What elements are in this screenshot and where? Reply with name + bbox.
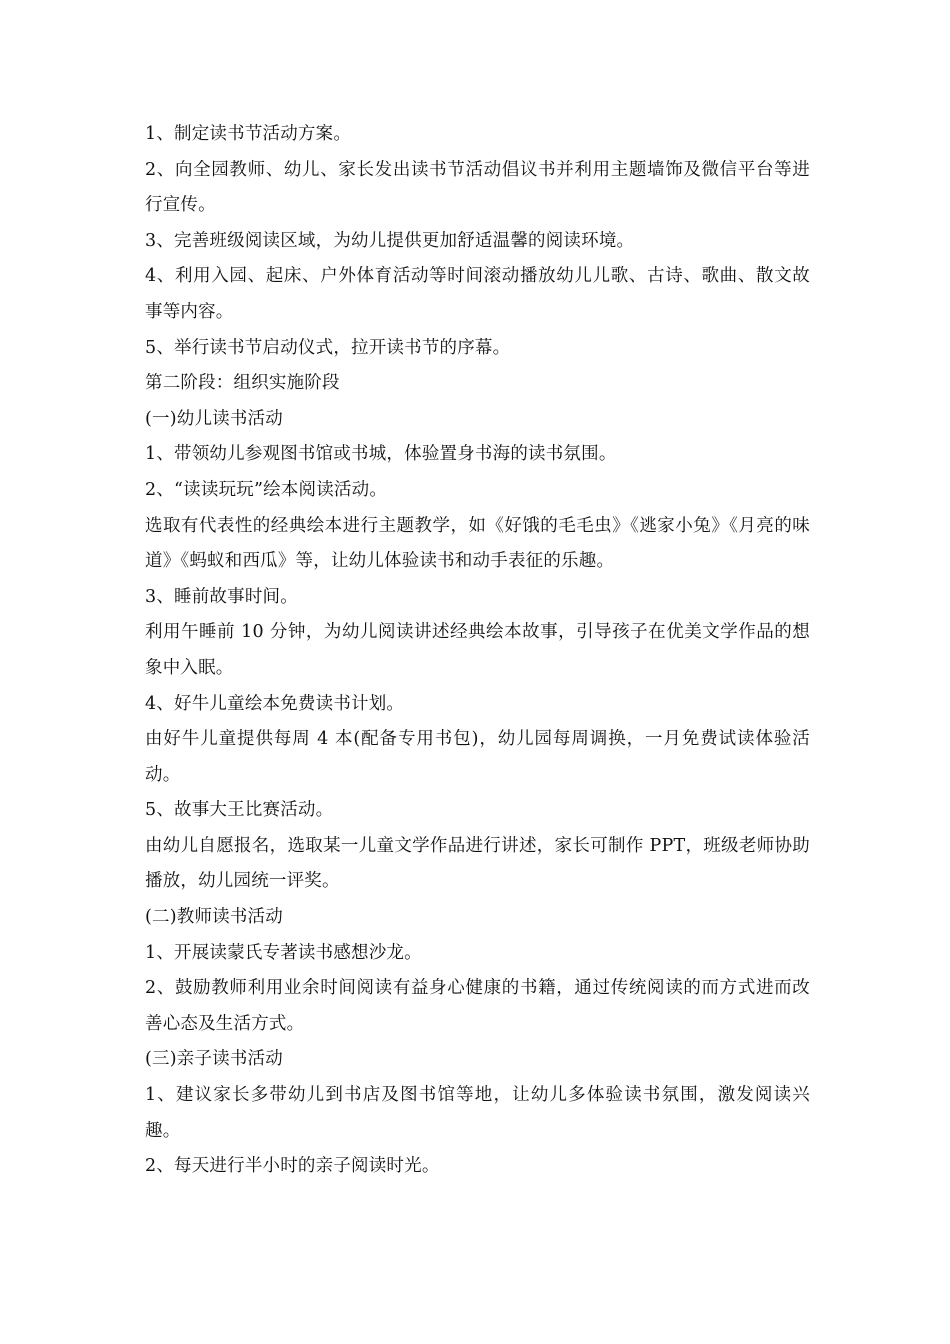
paragraph-bookstore-visit: 1、建议家长多带幼儿到书店及图书馆等地，让幼儿多体验读书氛围，激发阅读兴趣。	[145, 1085, 810, 1141]
subsection-heading-parent-child: (三)亲子读书活动	[145, 1049, 283, 1070]
paragraph-reading-area: 3、完善班级阅读区域，为幼儿提供更加舒适温馨的阅读环境。	[145, 230, 635, 251]
paragraph-contest-details: 由幼儿自愿报名，选取某一儿童文学作品进行讲述，家长可制作 PPT，班级老师协助播放，幼儿园统一评奖。	[145, 835, 810, 892]
document-body	[145, 117, 810, 1185]
paragraph-plan: 1、制定读书节活动方案。	[145, 124, 352, 144]
paragraph-bedtime-story: 3、睡前故事时间。	[145, 586, 298, 607]
paragraph-proposal: 2、向全园教师、幼儿、家长发出读书节活动倡议书并利用主题墙饰及微信平台等进行宣传。	[145, 159, 810, 216]
subsection-heading-teachers: (二)教师读书活动	[145, 907, 283, 928]
subsection-heading-children: (一)幼儿读书活动	[145, 408, 283, 429]
paragraph-launch-ceremony: 5、举行读书节启动仪式，拉开读书节的序幕。	[145, 337, 511, 358]
section-heading-stage-two: 第二阶段：组织实施阶段	[145, 373, 340, 394]
paragraph-weekly-books: 由好牛儿童提供每周 4 本(配备专用书包)，幼儿园每周调换，一月免费试读体验活动。	[145, 729, 810, 785]
paragraph-library-visit: 1、带领幼儿参观图书馆或书城，体验置身书海的读书氛围。	[145, 444, 617, 465]
paragraph-salon: 1、开展读蒙氏专著读书感想沙龙。	[145, 942, 422, 963]
paragraph-daily-reading: 2、每天进行半小时的亲子阅读时光。	[145, 1156, 440, 1177]
paragraph-story-contest: 5、故事大王比赛活动。	[145, 800, 334, 821]
paragraph-nap-reading: 利用午睡前 10 分钟，为幼儿阅读讲述经典绘本故事，引导孩子在优美文学作品的想象中入眠。	[145, 622, 810, 678]
paragraph-picture-book-activity: 2、“读读玩玩”绘本阅读活动。	[145, 479, 388, 500]
paragraph-free-reading-plan: 4、好牛儿童绘本免费读书计划。	[145, 693, 405, 714]
paragraph-classic-books: 选取有代表性的经典绘本进行主题教学，如《好饿的毛毛虫》《逃家小兔》《月亮的味道》《蚂蚁和西瓜》等，让幼儿体验读书和动手表征的乐趣。	[145, 515, 810, 572]
paragraph-teacher-reading: 2、鼓励教师利用业余时间阅读有益身心健康的书籍，通过传统阅读的而方式进而改善心态及生活方式。	[145, 978, 810, 1034]
paragraph-broadcast: 4、利用入园、起床、户外体育活动等时间滚动播放幼儿儿歌、古诗、歌曲、散文故事等内容。	[145, 266, 810, 322]
